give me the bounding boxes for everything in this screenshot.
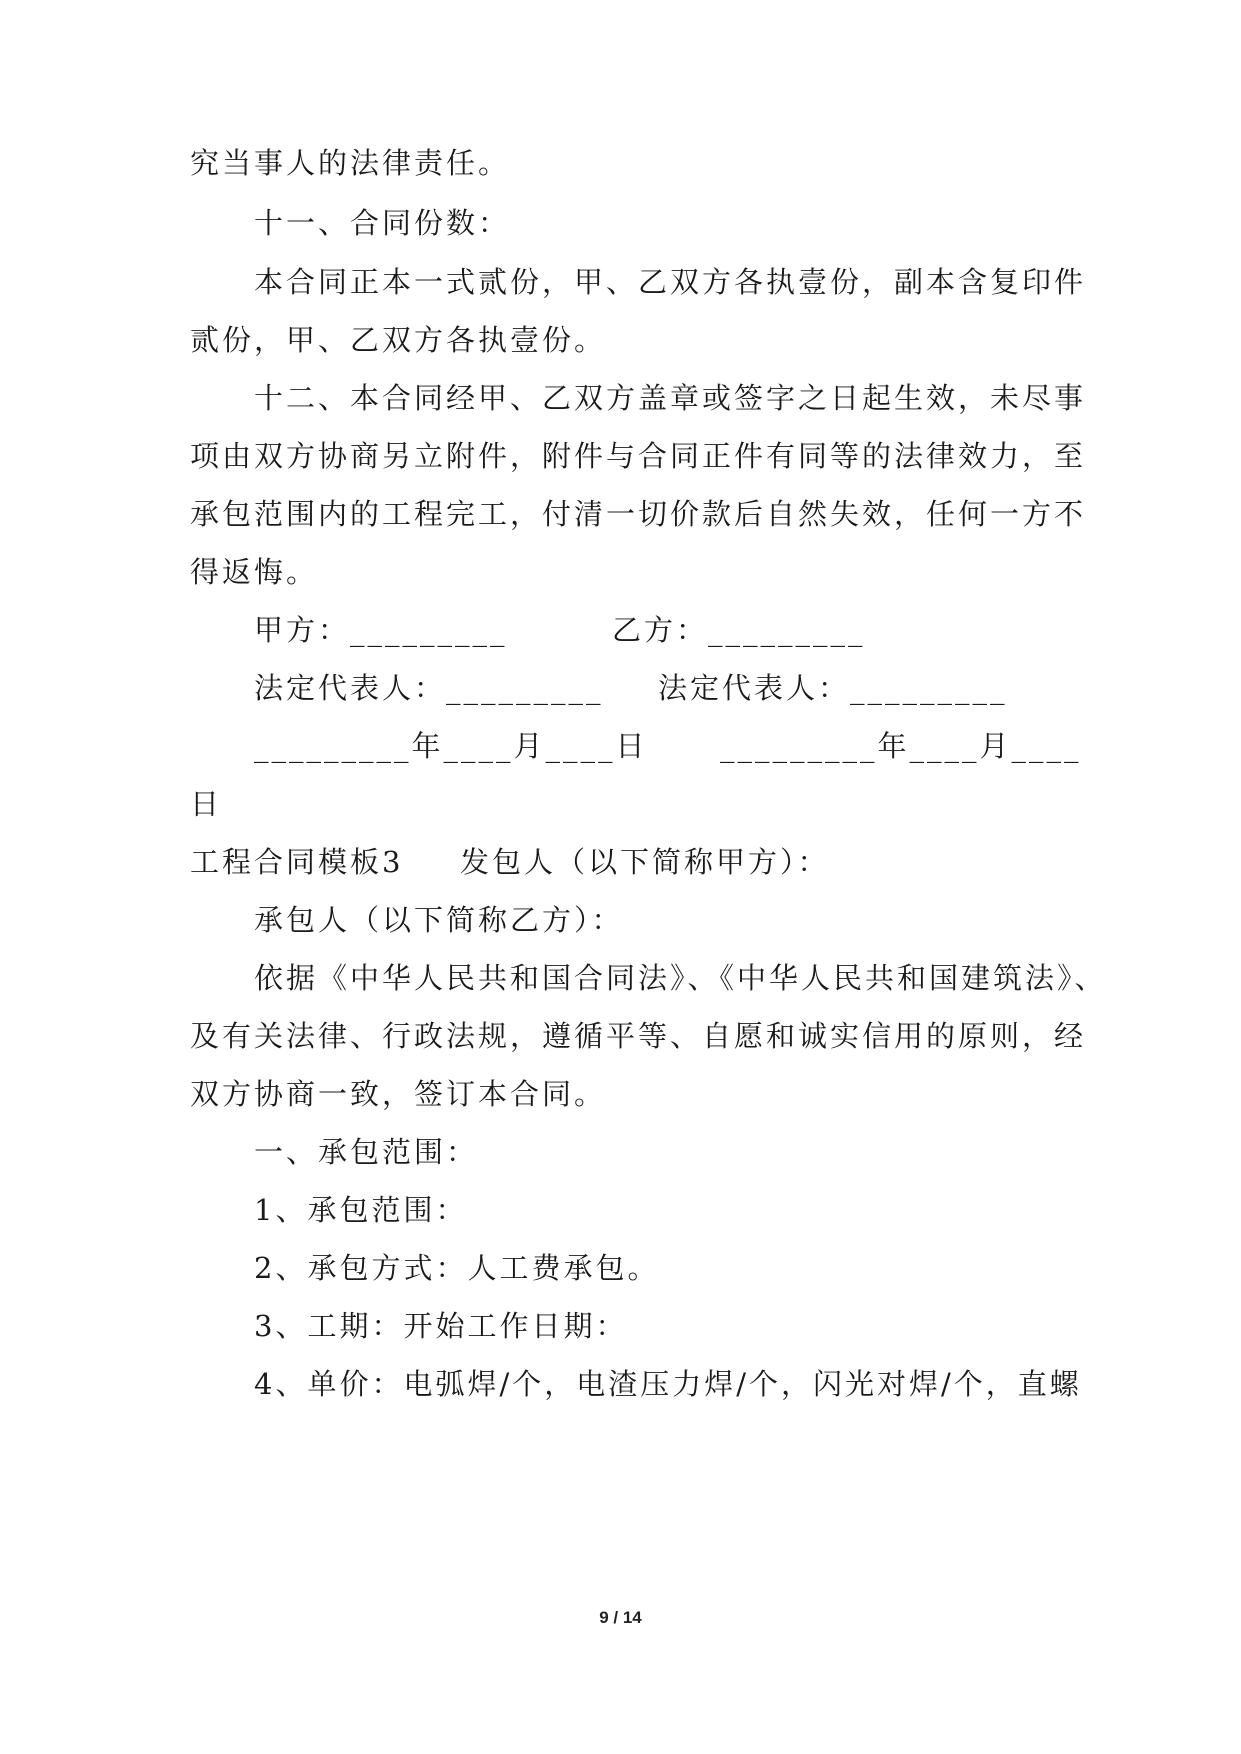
text-line: 本合同正本一式贰份，甲、乙双方各执壹份，副本含复印件 bbox=[254, 265, 1087, 299]
list-item: 2、承包方式：人工费承包。 bbox=[254, 1251, 660, 1285]
section-heading: 一、承包范围： bbox=[254, 1135, 479, 1169]
party-b-signature: 乙方：_________ bbox=[612, 613, 866, 647]
party-a-signature: 甲方：_________ bbox=[254, 613, 508, 647]
text-line: 依据《中华人民共和国合同法》、《中华人民共和国建筑法》、 bbox=[254, 961, 1107, 995]
section-heading: 十一、合同份数： bbox=[254, 206, 511, 240]
text-line: 项由双方协商另立附件，附件与合同正件有同等的法律效力，至 bbox=[190, 439, 1087, 473]
text-line: 贰份，甲、乙双方各执壹份。 bbox=[190, 323, 607, 357]
text-line: 究当事人的法律责任。 bbox=[190, 146, 511, 180]
text-line: 及有关法律、行政法规，遵循平等、自愿和诚实信用的原则，经 bbox=[190, 1019, 1087, 1053]
party-a-representative: 法定代表人：_________ bbox=[254, 671, 604, 705]
list-item: 1、承包范围： bbox=[254, 1193, 468, 1227]
text-line: 十二、本合同经甲、乙双方盖章或签字之日起生效，未尽事 bbox=[254, 381, 1087, 415]
text-line: 双方协商一致，签订本合同。 bbox=[190, 1077, 607, 1111]
page-number: 9 / 14 bbox=[599, 1608, 642, 1627]
employer-clause: 发包人（以下简称甲方）： bbox=[460, 845, 830, 879]
party-a-date: _________年____月____日 bbox=[254, 729, 648, 763]
party-b-date: _________年____月____ bbox=[720, 729, 1082, 763]
text-line: 得返悔。 bbox=[190, 555, 319, 589]
list-item: 3、工期：开始工作日期： bbox=[254, 1309, 628, 1343]
text-line: 承包范围内的工程完工，付清一切价款后自然失效，任何一方不 bbox=[190, 497, 1087, 531]
list-item: 4、单价：电弧焊/个，电渣压力焊/个，闪光对焊/个，直螺 bbox=[254, 1367, 1082, 1401]
party-b-representative: 法定代表人：_________ bbox=[658, 671, 1008, 705]
contract-heading: 工程合同模板3 bbox=[190, 845, 404, 879]
party-b-date-continued: 日 bbox=[190, 787, 223, 821]
contractor-clause: 承包人（以下简称乙方）： bbox=[254, 903, 624, 937]
